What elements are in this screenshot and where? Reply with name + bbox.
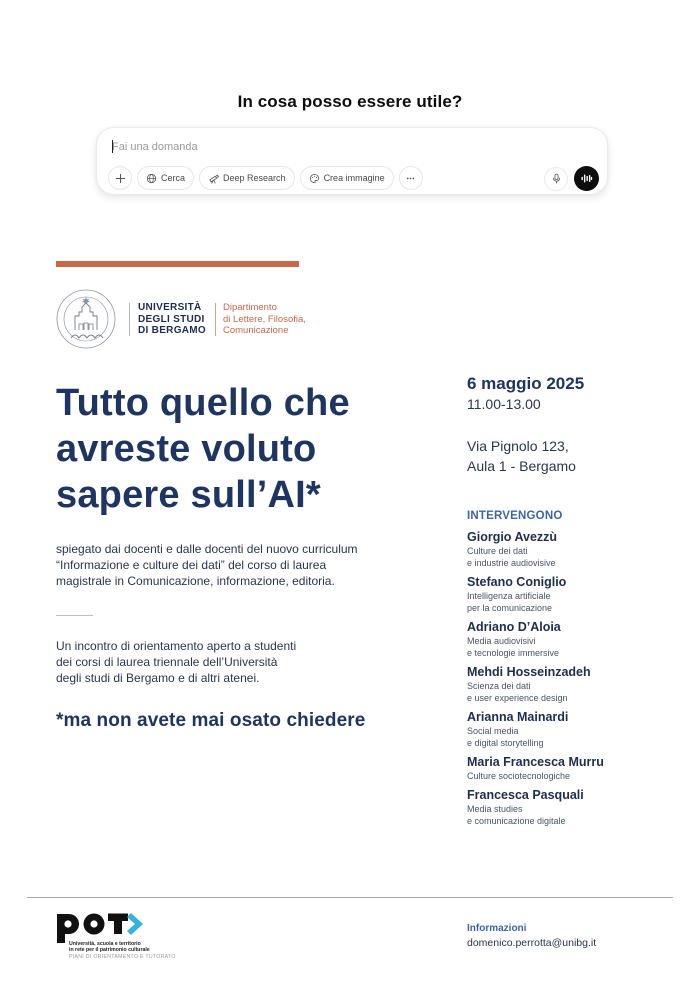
department-name: Dipartimento di Lettere, Filosofia, Comunicazione: [223, 302, 306, 336]
poster-intro: Un incontro di orientamento aperto a studenti dei corsi di laurea triennale dell’Università degli studi di Bergamo e di altri atenei.: [56, 639, 297, 685]
event-time: 11.00-13.00: [467, 396, 541, 412]
speaker-name: Stefano Coniglio: [467, 575, 567, 589]
speaker-role: Scienza dei dati: [467, 681, 531, 691]
chat-composer: [96, 127, 608, 195]
question-input[interactable]: [112, 138, 532, 156]
more-icon: [405, 173, 416, 184]
speakers-list: [467, 529, 677, 832]
pot-caption: Università, scuola e territorio in rete per il patrimonio culturale PIANI DI ORIENTAMENTO E TUTORATO: [69, 941, 176, 960]
speaker-role: e industrie audiovisive: [467, 558, 556, 568]
footer-divider: [27, 897, 673, 898]
deep-research-button[interactable]: [199, 166, 295, 190]
speaker-role: e tecnologie immersive: [467, 648, 560, 658]
microphone-icon: [551, 173, 562, 184]
search-button[interactable]: [137, 166, 194, 190]
voice-mode-button[interactable]: [574, 166, 599, 191]
voice-mode-icon: [580, 172, 593, 185]
speaker-role: Intelligenza artificiale: [467, 591, 551, 601]
speakers-heading: INTERVENGONO: [467, 510, 563, 522]
poster-title: Tutto quello che avreste voluto sapere sull’AI*: [56, 382, 350, 516]
telescope-icon: [208, 173, 219, 184]
speaker-role: e user experience design: [467, 693, 568, 703]
more-tools-button[interactable]: [399, 166, 423, 190]
search-button-label: Cerca: [161, 173, 186, 183]
speaker-item: [467, 664, 677, 704]
create-image-button[interactable]: [300, 166, 394, 190]
speaker-item: [467, 529, 677, 569]
speaker-role: Media studies: [467, 804, 523, 814]
speaker-item: [467, 619, 677, 659]
speaker-name: Francesca Pasquali: [467, 788, 584, 802]
accent-bar: [56, 261, 299, 267]
prompt-heading: In cosa posso essere utile?: [237, 92, 463, 111]
globe-icon: [146, 173, 157, 184]
department-divider: [215, 303, 216, 336]
speaker-name: Maria Francesca Murru: [467, 755, 604, 769]
speaker-role: Media audiovisivi: [467, 636, 536, 646]
info-label: Informazioni: [467, 923, 527, 934]
speaker-item: [467, 574, 677, 614]
speaker-name: Mehdi Hosseinzadeh: [467, 665, 591, 679]
speaker-role: Social media: [467, 726, 519, 736]
plus-icon: [115, 173, 126, 184]
poster-description: spiegato dai docenti e dalle docenti del nuovo curriculum “Informazione e culture dei dati” del corso di laurea magistrale in Comunicazione, informazione, editoria.: [56, 542, 358, 588]
speaker-role: Culture dei dati: [467, 546, 528, 556]
university-seal-icon: [53, 288, 119, 350]
text-caret: [112, 140, 113, 153]
deep-research-label: Deep Research: [223, 173, 286, 183]
speaker-name: Giorgio Avezzù: [467, 530, 558, 544]
speaker-item: [467, 754, 677, 782]
speaker-name: Arianna Mainardi: [467, 710, 569, 724]
composer-right-tools: [544, 166, 599, 191]
poster-tagline: *ma non avete mai osato chiedere: [56, 710, 366, 731]
create-image-label: Crea immagine: [323, 173, 385, 183]
info-email-link[interactable]: domenico.perrotta@unibg.it: [467, 937, 597, 949]
event-date: 6 maggio 2025: [467, 374, 585, 393]
section-divider: [56, 615, 93, 616]
logo-divider: [129, 303, 130, 336]
event-place: Via Pignolo 123, Aula 1 - Bergamo: [467, 438, 576, 474]
composer-tools: [108, 166, 423, 190]
speaker-name: Adriano D’Aloia: [467, 620, 561, 634]
university-name: UNIVERSITÀ DEGLI STUDI DI BERGAMO: [138, 302, 206, 336]
speaker-role: per la comunicazione: [467, 603, 553, 613]
speaker-item: [467, 709, 677, 749]
speaker-item: [467, 787, 677, 827]
dictate-button[interactable]: [544, 167, 568, 191]
speaker-role: Culture sociotecnologiche: [467, 771, 571, 781]
add-attachment-button[interactable]: [108, 166, 132, 190]
speaker-role: e digital storytelling: [467, 738, 544, 748]
speaker-role: e comunicazione digitale: [467, 816, 566, 826]
palette-icon: [309, 173, 320, 184]
